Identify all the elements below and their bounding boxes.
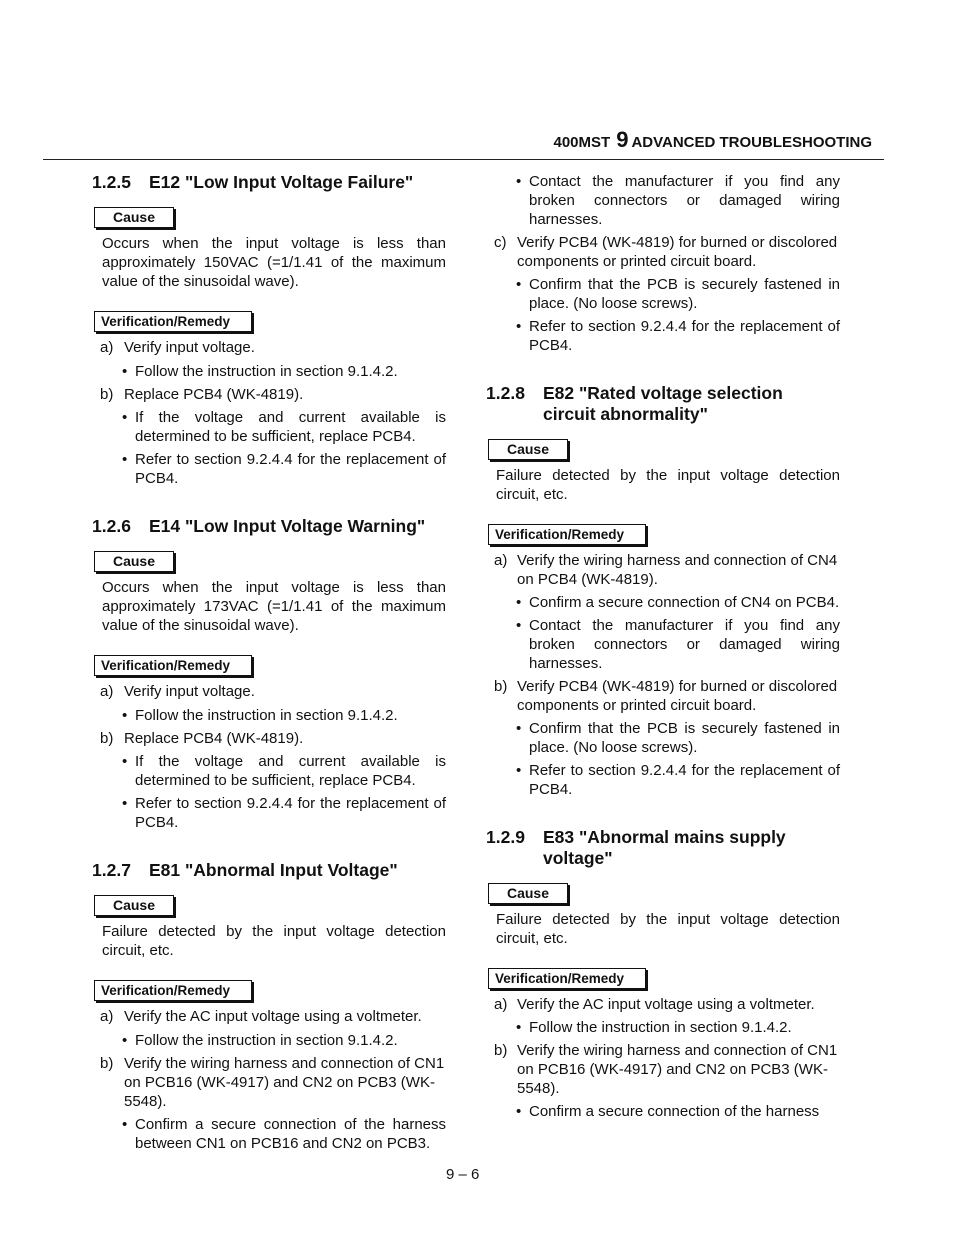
step-c: c) Verify PCB4 (WK-4819) for burned or discolored components or printed circuit board.	[494, 234, 838, 270]
cause-label: Cause	[488, 883, 568, 904]
cause-text: Occurs when the input voltage is less than approximately 173VAC (=1/1.41 of the maximum value of the sinusoidal wave).	[102, 579, 446, 634]
section-heading-1-2-5: 1.2.5 E12 "Low Input Voltage Failure"	[92, 172, 414, 192]
page-number: 9 – 6	[446, 1166, 480, 1183]
cause-text: Failure detected by the input voltage detection circuit, etc.	[496, 911, 840, 947]
step-b: b) Verify the wiring harness and connection of CN1 on PCB16 (WK-4917) and CN2 on PCB3 (WK-5548).	[494, 1042, 838, 1097]
cause-text: Failure detected by the input voltage detection circuit, etc.	[496, 467, 840, 503]
section-heading-1-2-9: 1.2.9 E83 "Abnormal mains supply voltage"	[486, 827, 786, 868]
bullet-item: • Follow the instruction in section 9.1.4.2.	[516, 1019, 792, 1036]
chapter-title: ADVANCED TROUBLESHOOTING	[631, 134, 872, 151]
bullet-item: • Refer to section 9.2.4.4 for the replacement of PCB4.	[122, 795, 446, 831]
step-b: b) Replace PCB4 (WK-4819).	[100, 386, 304, 403]
right-column	[486, 172, 840, 1121]
remedy-label: Verification/Remedy	[94, 655, 252, 676]
bullet-item: • Follow the instruction in section 9.1.4.2.	[122, 1032, 398, 1049]
step-b: b) Verify PCB4 (WK-4819) for burned or discolored components or printed circuit board.	[494, 678, 838, 714]
step-a: a) Verify the AC input voltage using a voltmeter.	[100, 1008, 422, 1025]
remedy-label: Verification/Remedy	[488, 524, 646, 545]
cause-label: Cause	[94, 551, 174, 572]
cause-label: Cause	[94, 895, 174, 916]
bullet-item: • Confirm a secure connection of the harness	[516, 1103, 820, 1120]
bullet-item: • Refer to section 9.2.4.4 for the replacement of PCB4.	[516, 762, 840, 798]
bullet-item: • Follow the instruction in section 9.1.4.2.	[122, 363, 398, 380]
section-heading-1-2-7: 1.2.7 E81 "Abnormal Input Voltage"	[92, 860, 398, 880]
page-header	[553, 127, 872, 152]
section-heading-1-2-8: 1.2.8 E82 "Rated voltage selection circuit abnormality"	[486, 383, 783, 424]
step-a: a) Verify input voltage.	[100, 683, 255, 700]
bullet-item: • Confirm a secure connection of the harness between CN1 on PCB16 and CN2 on PCB3.	[122, 1116, 446, 1152]
remedy-label: Verification/Remedy	[94, 311, 252, 332]
bullet-item: • Refer to section 9.2.4.4 for the replacement of PCB4.	[122, 451, 446, 487]
cause-text: Occurs when the input voltage is less than approximately 150VAC (=1/1.41 of the maximum value of the sinusoidal wave).	[102, 235, 446, 290]
cause-label: Cause	[94, 207, 174, 228]
remedy-label: Verification/Remedy	[94, 980, 252, 1001]
header-rule	[43, 159, 884, 160]
cause-text: Failure detected by the input voltage detection circuit, etc.	[102, 923, 446, 959]
remedy-label: Verification/Remedy	[488, 968, 646, 989]
step-a: a) Verify the wiring harness and connection of CN4 on PCB4 (WK-4819).	[494, 552, 838, 588]
step-a: a) Verify the AC input voltage using a voltmeter.	[494, 996, 815, 1013]
chapter-number: 9	[616, 127, 629, 152]
bullet-item: • Follow the instruction in section 9.1.4.2.	[122, 707, 398, 724]
bullet-item: • Refer to section 9.2.4.4 for the replacement of PCB4.	[516, 318, 840, 354]
cause-label: Cause	[488, 439, 568, 460]
bullet-item: • If the voltage and current available is determined to be sufficient, replace PCB4.	[122, 753, 446, 789]
section-heading-1-2-6: 1.2.6 E14 "Low Input Voltage Warning"	[92, 516, 426, 536]
left-column	[92, 172, 446, 1153]
step-b: b) Verify the wiring harness and connection of CN1 on PCB16 (WK-4917) and CN2 on PCB3 (WK-5548).	[100, 1055, 445, 1110]
bullet-item: • Confirm a secure connection of CN4 on PCB4.	[516, 594, 840, 611]
bullet-item: • Contact the manufacturer if you find any broken connectors or damaged wiring harnesses.	[516, 617, 840, 672]
step-b: b) Replace PCB4 (WK-4819).	[100, 730, 304, 747]
model-name: 400MST	[553, 134, 611, 151]
step-a: a) Verify input voltage.	[100, 339, 255, 356]
bullet-item: • If the voltage and current available is determined to be sufficient, replace PCB4.	[122, 409, 446, 445]
bullet-item: • Contact the manufacturer if you find any broken connectors or damaged wiring harnesses.	[516, 173, 840, 228]
bullet-item: • Confirm that the PCB is securely fastened in place. (No loose screws).	[516, 276, 840, 312]
bullet-item: • Confirm that the PCB is securely fastened in place. (No loose screws).	[516, 720, 840, 756]
